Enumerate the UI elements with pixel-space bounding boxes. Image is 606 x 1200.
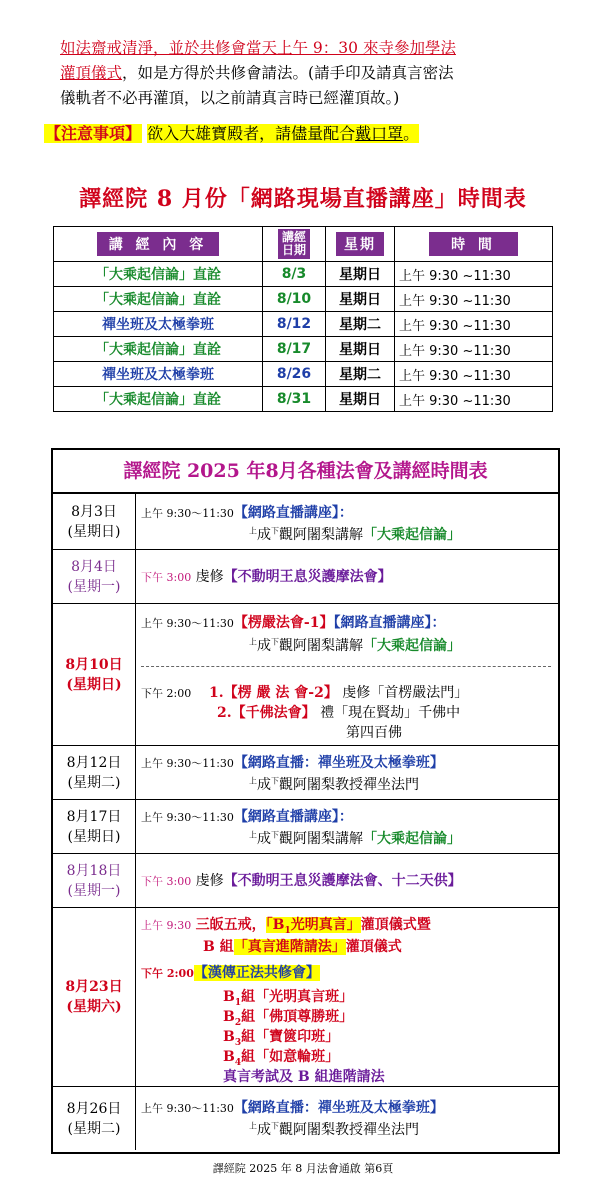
table-header-row	[54, 227, 553, 262]
notice	[44, 122, 419, 146]
date-cell: 8月18日 (星期一)	[53, 854, 136, 907]
table-row: 「大乘起信論」直詮 8/31 星期日 上午 9:30 ~11:30	[54, 387, 553, 412]
date-cell: 8月12日 (星期二)	[53, 746, 136, 799]
intro-line-3: 儀軌者不必再灌頂，以之前請真言時已經灌頂故。)	[60, 89, 400, 107]
notice-tag: 【注意事項】	[45, 124, 142, 143]
live-lecture-schedule-table	[53, 226, 553, 412]
notice-text: 欲入大雄寶殿者，請儘量配合戴口罩。	[147, 124, 420, 143]
page-footer: 譯經院 2025 年 8 月法會通啟 第6頁	[212, 1162, 394, 1175]
intro-line-1: 如法齋戒清淨，並於共修會當天上午 9：30 來寺參加學法	[60, 39, 456, 57]
intro-paragraph	[60, 36, 580, 111]
ceremony-schedule-table	[51, 448, 560, 1154]
table-row: 8月17日 (星期日) 上午 9:30～11:30【網路直播講座】： $^上$成$^下$觀阿闍梨講解「大乘起信論」	[53, 800, 558, 854]
date-cell: 8月3日 (星期日)	[53, 494, 136, 549]
table-row: 禪坐班及太極拳班 8/26 星期二 上午 9:30 ~11:30	[54, 362, 553, 387]
header-weekday: 星期	[336, 232, 384, 256]
live-lecture-schedule-title: 譯經院 8 月份「網路現場直播講座」時間表	[79, 186, 527, 212]
table-row: 「大乘起信論」直詮 8/3 星期日 上午 9:30 ~11:30	[54, 262, 553, 287]
date-cell: 8月26日 (星期二)	[53, 1087, 136, 1150]
table-row: 8月4日 (星期一) 下午 3:00 虔修【不動明王息災護摩法會】	[53, 550, 558, 604]
date-cell: 8月23日 (星期六)	[53, 908, 136, 1086]
header-time: 時 間	[429, 232, 518, 256]
table-row: 8月23日 (星期六) 上午 9:30 三皈五戒，「$B_1$光明真言」灌頂儀式暨 B 組「真言進階請法」灌頂儀式 下午 2:00【漢傳正法共修會】 $B_1$組「光明真言班」 $B_2$組「佛頂尊勝班」 $B_3$組「寶篋印班」 $B_4$組「如意輪班」 真言考試及 B 組進階請法	[53, 908, 558, 1087]
date-cell: 8月17日 (星期日)	[53, 800, 136, 853]
date-cell: 8月4日 (星期一)	[53, 550, 136, 603]
header-content: 講 經 內 容	[97, 232, 220, 256]
date-cell: 8月10日 (星期日)	[53, 604, 136, 745]
table-row: 「大乘起信論」直詮 8/17 星期日 上午 9:30 ~11:30	[54, 337, 553, 362]
intro-line-2: 灌頂儀式，如是方得於共修會請法。(請手印及請真言密法	[60, 64, 454, 82]
table-row: 8月18日 (星期一) 下午 3:00 虔修【不動明王息災護摩法會、十二天供】	[53, 854, 558, 908]
table-row: 「大乘起信論」直詮 8/10 星期日 上午 9:30 ~11:30	[54, 287, 553, 312]
table-row: 8月10日 (星期日) 上午 9:30～11:30【楞嚴法會-1】【網路直播講座】： $^上$成$^下$觀阿闍梨講解「大乘起信論」 下午 2:00 1.【楞 嚴 法 會-2】 虔修「首楞嚴法門」 2.【千佛法會】 禮「現在賢劫」千佛中 第四百佛	[53, 604, 558, 746]
header-date: 講經 日期	[278, 229, 310, 259]
ceremony-schedule-title: 譯經院 2025 年8月各種法會及講經時間表	[53, 450, 558, 494]
table-row: 禪坐班及太極拳班 8/12 星期二 上午 9:30 ~11:30	[54, 312, 553, 337]
table-row: 8月12日 (星期二) 上午 9:30～11:30【網路直播：禪坐班及太極拳班】 $^上$成$^下$觀阿闍梨教授禪坐法門	[53, 746, 558, 800]
table-row: 8月3日 (星期日) 上午 9:30～11:30【網路直播講座】： $^上$成$^下$觀阿闍梨講解「大乘起信論」	[53, 494, 558, 550]
table-row: 8月26日 (星期二) 上午 9:30～11:30【網路直播：禪坐班及太極拳班】 $^上$成$^下$觀阿闍梨教授禪坐法門	[53, 1087, 558, 1150]
